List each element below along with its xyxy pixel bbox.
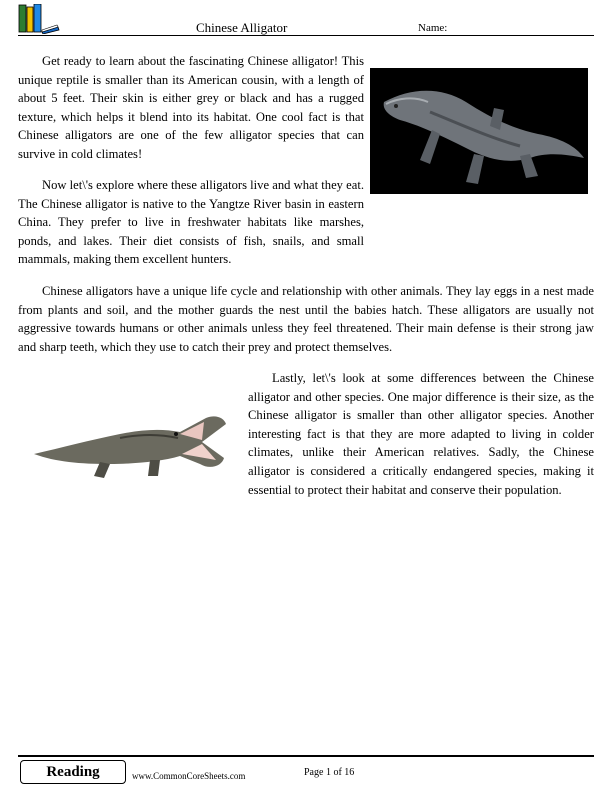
name-field-label: Name: [418,22,448,34]
books-icon [18,4,60,34]
alligator-photo-open-mouth [30,404,230,484]
page-number: Page 1 of 16 [304,767,355,778]
paragraph-habitat-wrap [18,176,594,269]
reading-label: Reading [20,760,126,784]
paragraph-life-cycle: Chinese alligators have a unique life cycle and relationship with other animals. They lay eggs in a nest made from plants and soil, and the mother guards the nest until the babies hatch. These alligators are usually not aggressive towards humans or other animals unless they feel threatened. Their main defense is their strong jaw and sharp teeth, which they use to catch their prey and protect themselves. [18,284,594,354]
worksheet-title: Chinese Alligator [196,20,288,35]
paragraph-differences: Lastly, let\'s look at some differences between the Chinese alligator and other species. One major difference is their size, as the Chinese alligator is smaller than other alligator species. Another interesting fact is that they are more adapted to living in colder climates, unlike their American relatives. Sadly, the Chinese alligator is considered a critically endangered species, making it essential to protect their habitat and conserve their population. [248,371,594,497]
paragraph-habitat: Now let\'s explore where these alligators live and what they eat. The Chinese alligator is native to the Yangtze River basin in eastern China. They prefer to live in freshwater habitats like marshes, ponds, and lakes. Their diet consists of fish, snails, and small mammals, making them excellent hunters. [18,178,364,267]
paragraph-intro: Get ready to learn about the fascinating Chinese alligator! This unique reptile is smaller than its American cousin, with a length of about 5 feet. Their skin is either grey or black and has a rugged texture, which helps it blend into its habitat. One cool fact is that Chinese alligators are one of the few alligator species that can survive in cold climates! [18,54,364,161]
footer-url[interactable]: www.CommonCoreSheets.com [132,771,246,781]
header-divider [18,35,594,36]
image-wrap-space [364,176,594,232]
worksheet-header [0,0,612,40]
footer-divider [18,755,594,757]
